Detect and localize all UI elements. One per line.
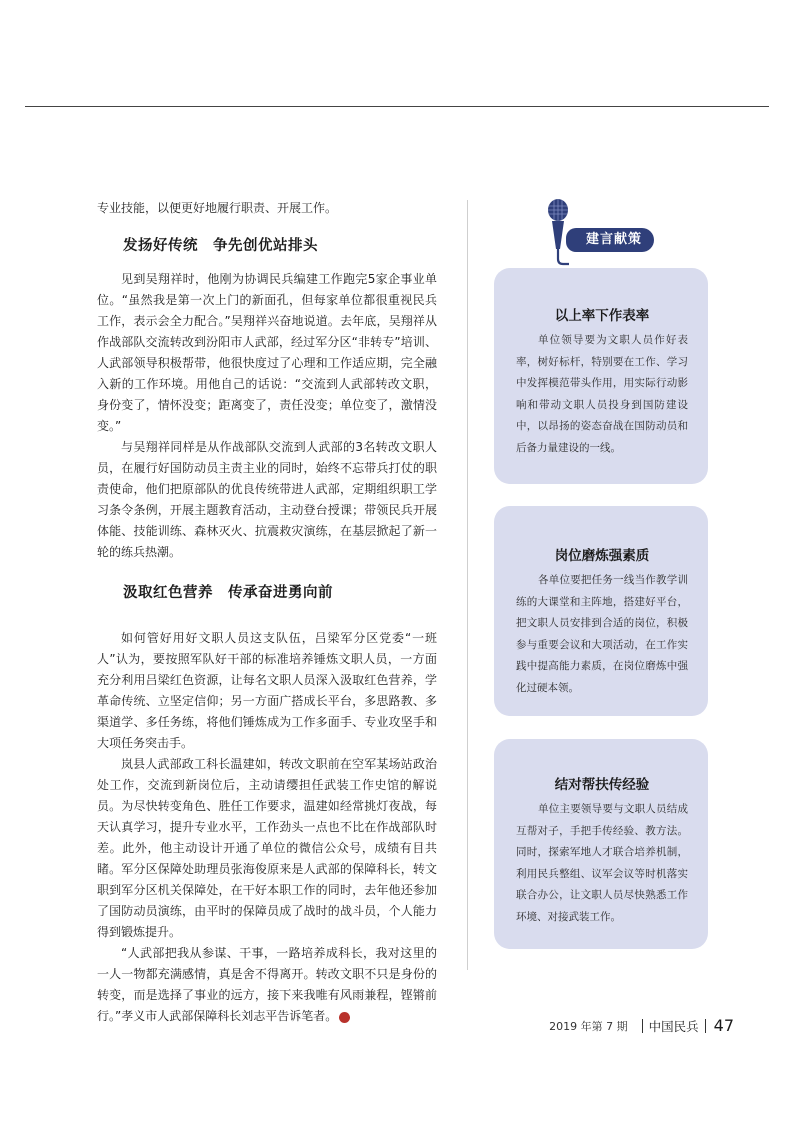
article-paragraph: 见到吴翔祥时，他刚为协调民兵编建工作跑完5家企事业单位。“虽然我是第一次上门的新面孔，但每家单位都很重视民兵工作，表示会全力配合。”吴翔祥兴奋地说道。去年底，吴翔祥从作战部队交流转改到汾阳市人武部，经过军分区“非转专”培训、人武部领导积极帮带，他很快度过了心理和工作适应期，完全融入新的工作环境。用他自己的话说：“交流到人武部转改文职，身份变了，情怀没变；距离变了，责任没变；单位变了，激情没变。” (97, 272, 437, 433)
article-paragraph: 与吴翔祥同样是从作战部队交流到人武部的3名转改文职人员，在履行好国防动员主责主业的同时，始终不忘带兵打仗的职责使命，他们把原部队的优良传统带进人武部，定期组织职工学习条令条例，开展主题教育活动，主动登台授课；带领民兵开展体能、技能训练、森林灭火、抗震救灾演练，在基层掀起了新一轮的练兵热潮。 (97, 440, 437, 559)
card-title: 结对帮扶传经验 (554, 777, 650, 793)
article-paragraph: 专业技能，以便更好地履行职责、开展工作。 (97, 201, 338, 215)
article-paragraph-last (97, 943, 437, 1027)
card-body: 单位领导要为文职人员作好表率，树好标杆，特别要在工作、学习中发挥模范带头作用，用实际行动影响和带动文职人员投身到国防建设中，以昂扬的姿态奋战在国防动员和后备力量建设的一线。 (516, 334, 688, 454)
end-mark-icon: 兵 (339, 1012, 350, 1023)
article-paragraph: 岚县人武部政工科长温建如，转改文职前在空军某场站政治处工作，交流到新岗位后，主动请缨担任武装工作史馆的解说员。为尽快转变角色、胜任工作要求，温建如经常挑灯夜战，每天认真学习，提升专业水平，工作劲头一点也不比在作战部队时差。此外，他主动设计开通了单位的微信公众号，成绩有目共睹。军分区保障处助理员张海俊原来是人武部的保障科长，转文职到军分区机关保障处，在干好本职工作的同时，去年他还参加了国防动员演练，由平时的保障员成了战时的战斗员，个人能力得到锻炼提升。 (97, 757, 437, 939)
article-body (97, 198, 437, 1027)
page-number: 47 (713, 1016, 734, 1035)
magazine-name: 中国民兵 (648, 1018, 699, 1034)
advice-card (494, 268, 708, 484)
card-body: 各单位要把任务一线当作教学训练的大课堂和主阵地，搭建好平台，把文职人员安排到合适的岗位，积极参与重要会议和大项活动，在工作实践中提高能力素质，在岗位磨炼中强化过硬本领。 (516, 574, 688, 694)
column-divider (467, 200, 468, 970)
section-heading: 汲取红色营养 传承奋进勇向前 (123, 585, 333, 601)
footer-divider (642, 1019, 643, 1033)
card-body: 单位主要领导要与文职人员结成互帮对子，手把手传经验、教方法。同时，探索军地人才联合培养机制，利用民兵整组、议军会议等时机落实联合办公，让文职人员尽快熟悉工作环境、对接武装工作。 (516, 803, 688, 923)
card-title: 岗位磨炼强素质 (554, 548, 650, 564)
section-heading: 发扬好传统 争先创优站排头 (123, 238, 318, 254)
issue-label: 2019 年第 7 期 (549, 1019, 628, 1033)
section-tag: 建言献策 (578, 228, 654, 252)
footer-divider (705, 1019, 706, 1033)
header-rule (25, 106, 769, 107)
article-paragraph: 如何管好用好文职人员这支队伍，吕梁军分区党委“一班人”认为，要按照军队好干部的标准培养锤炼文职人员，一方面充分利用吕梁红色资源，让每名文职人员深入汲取红色营养，学革命传统、立坚定信仰；另一方面广搭成长平台，多思路教、多渠道学、多任务练，将他们锤炼成为工作多面手、专业攻坚手和大项任务突击手。 (97, 631, 437, 750)
card-title: 以上率下作表率 (554, 308, 650, 324)
page-footer (549, 1016, 734, 1035)
paragraph-text: “人武部把我从参谋、干事，一路培养成科长，我对这里的一人一物都充满感情，真是舍不得离开。转改文职不只是身份的转变，而是选择了事业的远方，接下来我唯有风雨兼程，铿锵前行。”孝义市人武部保障科长刘志平告诉笔者。 (97, 946, 437, 1023)
advice-card (494, 739, 708, 949)
advice-card (494, 506, 708, 716)
